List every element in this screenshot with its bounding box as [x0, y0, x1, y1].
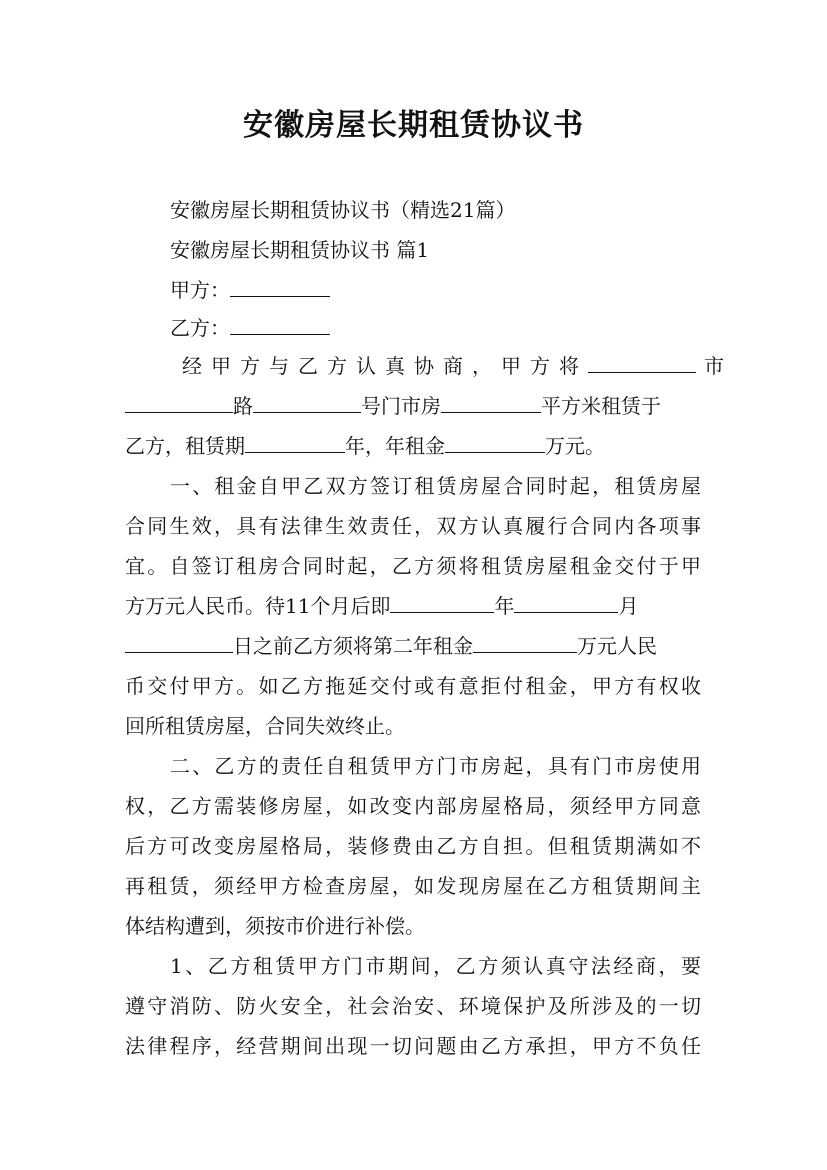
clause1-line-7: 回所租赁房屋，合同失效终止。 [125, 714, 405, 738]
intro-blank-area [125, 396, 233, 413]
document-title: 安徽房屋长期租赁协议书 [243, 108, 584, 143]
clause1-blank-year [390, 596, 494, 613]
clause1-text-4a: 方万元人民币。待11个月后即 [125, 594, 391, 618]
party-a-line [170, 280, 330, 300]
clause1-blank-month [514, 596, 618, 613]
clause1-line-4 [125, 596, 701, 616]
clause1-text-5b: 万元人民 [577, 634, 657, 658]
party-a-blank [230, 280, 330, 297]
intro-blank-number [441, 396, 541, 413]
intro-text-3a: 乙方，租赁期 [125, 434, 245, 458]
clause1-line-2: 合同生效，具有法律生效责任，双方认真履行合同内各项事 [125, 514, 701, 538]
intro-line-1 [125, 354, 724, 378]
party-b-line [170, 318, 330, 338]
intro-text-1b: 市 [704, 354, 724, 378]
clause1-line-3: 宜。自签订租房合同时起，乙方须将租赁房屋租金交付于甲 [125, 554, 701, 578]
clause1-line-1: 一、租金自甲乙双方签订租赁房屋合同时起，租赁房屋 [170, 474, 701, 498]
clause2-line-3: 后方可改变房屋格局，装修费由乙方自担。但租赁期满如不 [125, 834, 701, 858]
clause1-text-4b: 年 [494, 594, 515, 618]
section-heading: 安徽房屋长期租赁协议书 篇1 [170, 238, 430, 262]
intro-line-2 [125, 396, 701, 416]
clause2-line-4: 再租赁，须经甲方检查房屋，如发现房屋在乙方租赁期间主 [125, 874, 701, 898]
intro-text-1a: 经甲方与乙方认真协商，甲方将 [182, 354, 588, 378]
clause1-blank-day [125, 636, 233, 653]
clause1-line-5 [125, 636, 701, 656]
clause3-line-2: 遵守消防、防火安全，社会治安、环境保护及所涉及的一切 [125, 994, 701, 1018]
intro-text-3c: 万元。 [545, 434, 605, 458]
intro-text-2c: 平方米租赁于 [541, 394, 661, 418]
clause2-line-5: 体结构遭到，须按市价进行补偿。 [125, 914, 425, 938]
clause2-line-1: 二、乙方的责任自租赁甲方门市房起，具有门市房使用 [170, 754, 701, 778]
intro-text-3b: 年，年租金 [345, 434, 445, 458]
clause1-text-4c: 月 [618, 594, 639, 618]
intro-blank-road [253, 396, 361, 413]
party-b-blank [230, 318, 330, 335]
intro-blank-city [588, 356, 696, 373]
party-b-label: 乙方： [170, 316, 230, 340]
clause1-line-6: 币交付甲方。如乙方拖延交付或有意拒付租金，甲方有权收 [125, 674, 701, 698]
clause2-line-2: 权，乙方需装修房屋，如改变内部房屋格局，须经甲方同意 [125, 794, 701, 818]
intro-line-3 [125, 436, 701, 456]
party-a-label: 甲方： [170, 278, 230, 302]
clause3-line-1: 1、乙方租赁甲方门市期间，乙方须认真守法经商，要 [170, 954, 701, 978]
intro-blank-rent [445, 436, 545, 453]
intro-text-2b: 号门市房 [361, 394, 441, 418]
intro-text-2a: 路 [233, 394, 253, 418]
document-subtitle: 安徽房屋长期租赁协议书（精选21篇） [170, 198, 516, 222]
clause1-blank-rent2 [473, 636, 577, 653]
clause1-text-5a: 日之前乙方须将第二年租金 [233, 634, 473, 658]
clause3-line-3: 法律程序，经营期间出现一切问题由乙方承担，甲方不负任 [125, 1034, 701, 1058]
intro-blank-term [245, 436, 345, 453]
